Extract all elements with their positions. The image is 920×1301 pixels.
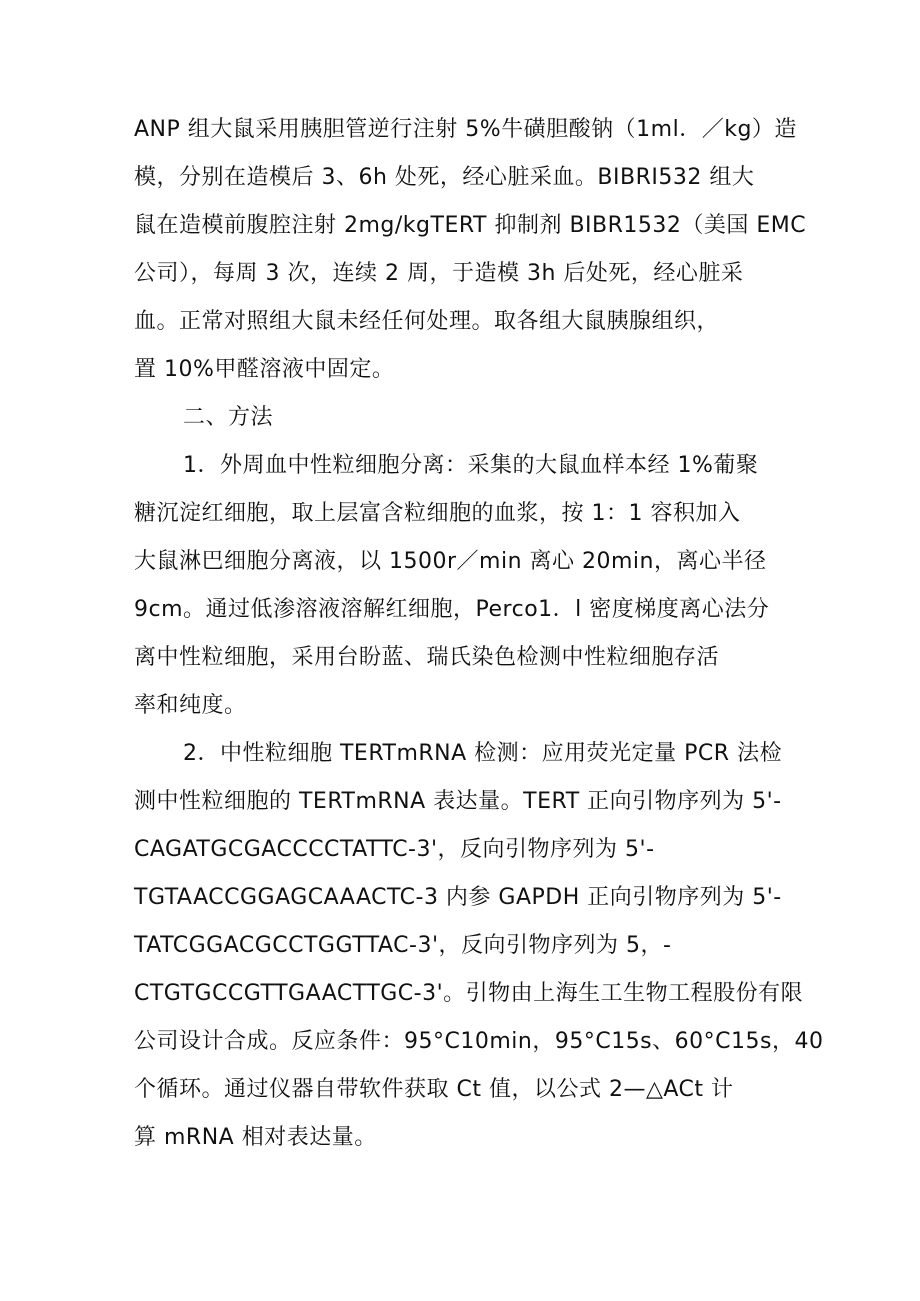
text-line-6: 置 10%甲醛溶液中固定。 xyxy=(134,357,395,382)
text-line-13: 率和纯度。 xyxy=(134,693,247,718)
text-line-15: 测中性粒细胞的 TERTmRNA 表达量。TERT 正向引物序列为 5'- xyxy=(134,789,782,814)
text-line-18: TATCGGACGCCTGGTTAC-3'，反向引物序列为 5，- xyxy=(134,933,672,958)
text-line-3: 鼠在造模前腹腔注射 2mg/kgTERT 抑制剂 BIBR1532（美国 EMC xyxy=(134,213,807,238)
text-line-5: 血。正常对照组大鼠未经任何处理。取各组大鼠胰腺组织， xyxy=(134,309,720,334)
section-heading-methods: 二、方法 xyxy=(183,405,274,430)
text-line-9: 糖沉淀红细胞，取上层富含粒细胞的血浆，按 1：1 容积加入 xyxy=(134,501,741,526)
text-line-2: 模，分别在造模后 3、6h 处死，经心脏采血。BIBRI532 组大 xyxy=(134,165,755,190)
text-line-14: 2．中性粒细胞 TERTmRNA 检测：应用荧光定量 PCR 法检 xyxy=(183,741,783,766)
text-line-20: 公司设计合成。反应条件：95°C10min，95°C15s、60°C15s，40 xyxy=(134,1029,824,1054)
text-line-12: 离中性粒细胞，采用台盼蓝、瑞氏染色检测中性粒细胞存活 xyxy=(134,645,720,670)
text-line-22: 算 mRNA 相对表达量。 xyxy=(134,1125,377,1150)
text-line-11: 9cm。通过低渗溶液溶解红细胞，Perco1．l 密度梯度离心法分 xyxy=(134,597,770,622)
text-line-4: 公司），每周 3 次，连续 2 周，于造模 3h 后处死，经心脏采 xyxy=(134,261,744,286)
text-line-1: ANP 组大鼠采用胰胆管逆行注射 5%牛磺胆酸钠（1ml．／kg）造 xyxy=(134,117,797,142)
text-line-16: CAGATGCGACCCCTATTC-3'，反向引物序列为 5'- xyxy=(134,837,655,862)
text-line-19: CTGTGCCGTTGAACTTGC-3'。引物由上海生工生物工程股份有限 xyxy=(134,981,804,1006)
text-line-10: 大鼠淋巴细胞分离液，以 1500r／min 离心 20min，离心半径 xyxy=(134,549,767,574)
text-line-8: 1．外周血中性粒细胞分离：采集的大鼠血样本经 1%葡聚 xyxy=(183,453,759,478)
text-line-17: TGTAACCGGAGCAAACTC-3 内参 GAPDH 正向引物序列为 5'- xyxy=(134,885,782,910)
text-line-21: 个循环。通过仪器自带软件获取 Ct 值，以公式 2—△ACt 计 xyxy=(134,1077,734,1102)
